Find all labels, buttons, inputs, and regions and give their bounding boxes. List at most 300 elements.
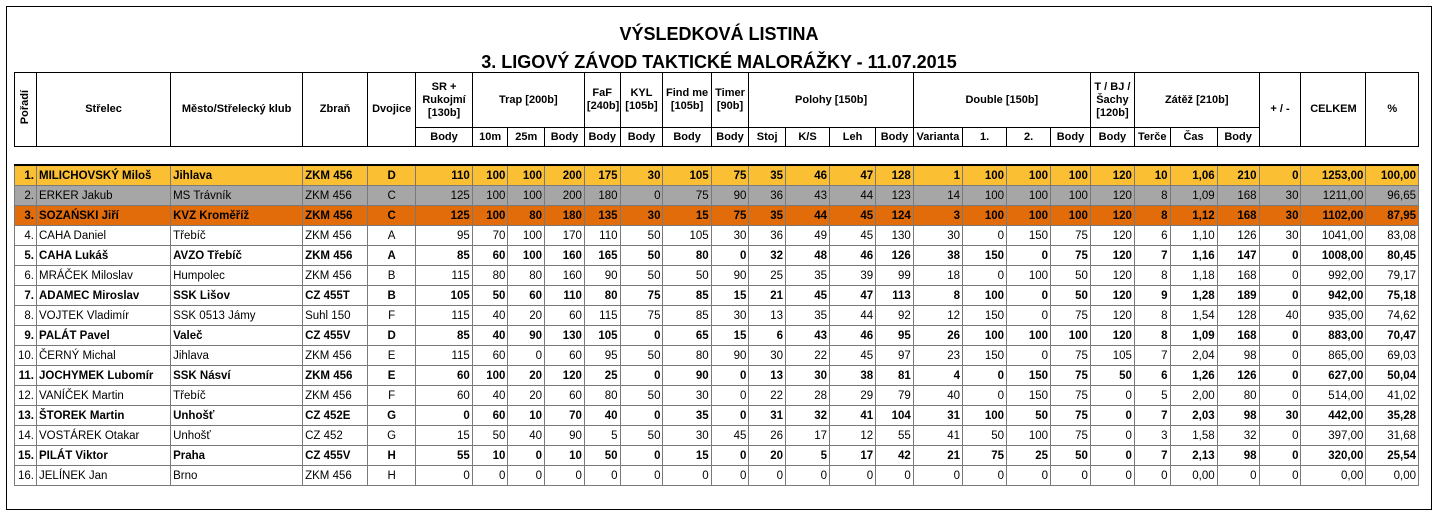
cell-pair: A bbox=[368, 226, 416, 246]
cell-weapon: ZKM 456 bbox=[303, 226, 368, 246]
cell-trap-10m: 40 bbox=[472, 326, 508, 346]
cell-double-varianta: 21 bbox=[913, 446, 962, 466]
cell-club: KVZ Kroměříž bbox=[171, 206, 303, 226]
cell-zatez-body: 126 bbox=[1217, 226, 1259, 246]
cell-celkem: 514,00 bbox=[1301, 386, 1366, 406]
col-klub: Město/Střelecký klub bbox=[171, 73, 303, 147]
cell-club: Jihlava bbox=[171, 346, 303, 366]
cell-trap-body: 110 bbox=[545, 286, 585, 306]
cell-polohy-leh: 29 bbox=[830, 386, 876, 406]
cell-trap-body: 10 bbox=[545, 446, 585, 466]
cell-faf: 180 bbox=[584, 186, 620, 206]
table-row bbox=[15, 446, 1419, 466]
cell-tbj: 50 bbox=[1090, 366, 1134, 386]
cell-pair: C bbox=[368, 186, 416, 206]
cell-zatez-terce: 7 bbox=[1134, 406, 1170, 426]
cell-double-varianta: 4 bbox=[913, 366, 962, 386]
cell-pct: 83,08 bbox=[1366, 226, 1419, 246]
cell-polohy-body: 81 bbox=[876, 366, 914, 386]
cell-faf: 165 bbox=[584, 246, 620, 266]
cell-pair: E bbox=[368, 366, 416, 386]
subheader-cell: Body bbox=[876, 128, 914, 147]
cell-double-body: 0 bbox=[1051, 466, 1091, 486]
cell-zatez-terce: 7 bbox=[1134, 446, 1170, 466]
col-strelec: Střelec bbox=[37, 73, 171, 147]
cell-zatez-cas: 2,13 bbox=[1170, 446, 1217, 466]
cell-weapon: ZKM 456 bbox=[303, 466, 368, 486]
cell-trap-10m: 40 bbox=[472, 306, 508, 326]
cell-double-1: 100 bbox=[963, 165, 1007, 186]
cell-trap-body: 120 bbox=[545, 366, 585, 386]
cell-trap-body: 200 bbox=[545, 186, 585, 206]
cell-weapon: CZ 452E bbox=[303, 406, 368, 426]
cell-polohy-leh: 45 bbox=[830, 226, 876, 246]
cell-club: Praha bbox=[171, 446, 303, 466]
cell-sr: 105 bbox=[416, 286, 473, 306]
subheader-cell: Body bbox=[1051, 128, 1091, 147]
col-timer: Timer [90b] bbox=[711, 73, 749, 128]
cell-zatez-cas: 1,26 bbox=[1170, 366, 1217, 386]
cell-findme: 90 bbox=[663, 366, 711, 386]
cell-timer: 45 bbox=[711, 426, 749, 446]
cell-double-2: 100 bbox=[1007, 266, 1051, 286]
subheader-cell: 25m bbox=[508, 128, 545, 147]
cell-tbj: 120 bbox=[1090, 266, 1134, 286]
col-double: Double [150b] bbox=[913, 73, 1090, 128]
cell-polohy-ks: 28 bbox=[786, 386, 830, 406]
cell-faf: 90 bbox=[584, 266, 620, 286]
cell-polohy-leh: 39 bbox=[830, 266, 876, 286]
cell-trap-10m: 60 bbox=[472, 246, 508, 266]
cell-zatez-body: 98 bbox=[1217, 406, 1259, 426]
cell-double-2: 150 bbox=[1007, 386, 1051, 406]
cell-trap-body: 70 bbox=[545, 406, 585, 426]
cell-polohy-ks: 48 bbox=[786, 246, 830, 266]
cell-zatez-cas: 1,54 bbox=[1170, 306, 1217, 326]
cell-zatez-cas: 1,12 bbox=[1170, 206, 1217, 226]
cell-trap-10m: 80 bbox=[472, 266, 508, 286]
cell-shooter: MILICHOVSKÝ Miloš bbox=[37, 165, 171, 186]
cell-double-varianta: 12 bbox=[913, 306, 962, 326]
cell-timer: 75 bbox=[711, 165, 749, 186]
cell-zatez-terce: 5 bbox=[1134, 386, 1170, 406]
cell-zatez-terce: 6 bbox=[1134, 226, 1170, 246]
sheet-title: VÝSLEDKOVÁ LISTINA bbox=[619, 24, 819, 44]
cell-celkem: 627,00 bbox=[1301, 366, 1366, 386]
cell-timer: 15 bbox=[711, 326, 749, 346]
cell-weapon: ZKM 456 bbox=[303, 186, 368, 206]
cell-timer: 75 bbox=[711, 206, 749, 226]
cell-pct: 69,03 bbox=[1366, 346, 1419, 366]
cell-zatez-terce: 9 bbox=[1134, 286, 1170, 306]
cell-polohy-body: 124 bbox=[876, 206, 914, 226]
cell-rank: 9. bbox=[15, 326, 37, 346]
cell-double-2: 0 bbox=[1007, 286, 1051, 306]
cell-zatez-body: 126 bbox=[1217, 366, 1259, 386]
cell-zatez-cas: 1,58 bbox=[1170, 426, 1217, 446]
cell-polohy-body: 55 bbox=[876, 426, 914, 446]
cell-kyl: 50 bbox=[620, 386, 663, 406]
cell-plusminus: 0 bbox=[1259, 466, 1301, 486]
cell-shooter: CAHA Lukáš bbox=[37, 246, 171, 266]
cell-pair: F bbox=[368, 306, 416, 326]
cell-tbj: 0 bbox=[1090, 426, 1134, 446]
table-row bbox=[15, 346, 1419, 366]
table-row bbox=[15, 406, 1419, 426]
cell-celkem: 442,00 bbox=[1301, 406, 1366, 426]
cell-kyl: 0 bbox=[620, 186, 663, 206]
cell-double-body: 75 bbox=[1051, 386, 1091, 406]
cell-tbj: 120 bbox=[1090, 306, 1134, 326]
cell-plusminus: 0 bbox=[1259, 446, 1301, 466]
cell-club: Humpolec bbox=[171, 266, 303, 286]
cell-trap-25m: 100 bbox=[508, 165, 545, 186]
cell-timer: 90 bbox=[711, 346, 749, 366]
cell-trap-body: 170 bbox=[545, 226, 585, 246]
cell-polohy-ks: 43 bbox=[786, 186, 830, 206]
cell-celkem: 1253,00 bbox=[1301, 165, 1366, 186]
cell-club: Valeč bbox=[171, 326, 303, 346]
cell-trap-body: 180 bbox=[545, 206, 585, 226]
cell-trap-10m: 40 bbox=[472, 386, 508, 406]
cell-zatez-terce: 8 bbox=[1134, 326, 1170, 346]
cell-polohy-leh: 46 bbox=[830, 246, 876, 266]
cell-pct: 74,62 bbox=[1366, 306, 1419, 326]
cell-polohy-leh: 38 bbox=[830, 366, 876, 386]
cell-polohy-body: 42 bbox=[876, 446, 914, 466]
cell-trap-body: 0 bbox=[545, 466, 585, 486]
cell-findme: 75 bbox=[663, 186, 711, 206]
cell-polohy-leh: 44 bbox=[830, 306, 876, 326]
cell-double-body: 75 bbox=[1051, 246, 1091, 266]
cell-polohy-ks: 45 bbox=[786, 286, 830, 306]
cell-pair: E bbox=[368, 346, 416, 366]
cell-timer: 0 bbox=[711, 246, 749, 266]
cell-zatez-body: 168 bbox=[1217, 186, 1259, 206]
cell-rank: 10. bbox=[15, 346, 37, 366]
cell-trap-10m: 0 bbox=[472, 466, 508, 486]
cell-zatez-terce: 7 bbox=[1134, 246, 1170, 266]
cell-double-varianta: 14 bbox=[913, 186, 962, 206]
cell-pct: 35,28 bbox=[1366, 406, 1419, 426]
cell-trap-10m: 70 bbox=[472, 226, 508, 246]
cell-club: Unhošť bbox=[171, 426, 303, 446]
cell-kyl: 30 bbox=[620, 165, 663, 186]
cell-polohy-leh: 0 bbox=[830, 466, 876, 486]
cell-pct: 0,00 bbox=[1366, 466, 1419, 486]
col-findme: Find me [105b] bbox=[663, 73, 711, 128]
cell-plusminus: 0 bbox=[1259, 165, 1301, 186]
table-header bbox=[15, 73, 1419, 147]
cell-plusminus: 0 bbox=[1259, 246, 1301, 266]
cell-timer: 0 bbox=[711, 406, 749, 426]
cell-sr: 115 bbox=[416, 266, 473, 286]
cell-zatez-body: 128 bbox=[1217, 306, 1259, 326]
cell-pair: B bbox=[368, 286, 416, 306]
cell-pct: 75,18 bbox=[1366, 286, 1419, 306]
cell-double-2: 0 bbox=[1007, 466, 1051, 486]
cell-double-body: 75 bbox=[1051, 406, 1091, 426]
cell-polohy-body: 130 bbox=[876, 226, 914, 246]
cell-zatez-cas: 0,00 bbox=[1170, 466, 1217, 486]
cell-shooter: ŠTOREK Martin bbox=[37, 406, 171, 426]
cell-polohy-leh: 41 bbox=[830, 406, 876, 426]
cell-weapon: ZKM 456 bbox=[303, 165, 368, 186]
cell-polohy-stoj: 13 bbox=[749, 306, 786, 326]
cell-trap-25m: 40 bbox=[508, 426, 545, 446]
cell-sr: 115 bbox=[416, 346, 473, 366]
cell-polohy-stoj: 25 bbox=[749, 266, 786, 286]
cell-shooter: PILÁT Viktor bbox=[37, 446, 171, 466]
cell-zatez-terce: 6 bbox=[1134, 366, 1170, 386]
col-kyl: KYL [105b] bbox=[620, 73, 663, 128]
col-zbran: Zbraň bbox=[303, 73, 368, 147]
cell-rank: 5. bbox=[15, 246, 37, 266]
cell-sr: 85 bbox=[416, 246, 473, 266]
cell-findme: 15 bbox=[663, 206, 711, 226]
cell-kyl: 0 bbox=[620, 366, 663, 386]
cell-pct: 80,45 bbox=[1366, 246, 1419, 266]
cell-double-1: 50 bbox=[963, 426, 1007, 446]
table-row bbox=[15, 366, 1419, 386]
cell-polohy-stoj: 26 bbox=[749, 426, 786, 446]
cell-sr: 15 bbox=[416, 426, 473, 446]
cell-polohy-ks: 17 bbox=[786, 426, 830, 446]
cell-pair: B bbox=[368, 266, 416, 286]
cell-trap-25m: 90 bbox=[508, 326, 545, 346]
cell-zatez-body: 189 bbox=[1217, 286, 1259, 306]
cell-celkem: 1008,00 bbox=[1301, 246, 1366, 266]
cell-findme: 50 bbox=[663, 266, 711, 286]
cell-double-body: 75 bbox=[1051, 306, 1091, 326]
cell-double-2: 150 bbox=[1007, 366, 1051, 386]
cell-trap-25m: 80 bbox=[508, 266, 545, 286]
cell-double-1: 100 bbox=[963, 286, 1007, 306]
cell-rank: 8. bbox=[15, 306, 37, 326]
col-tbj: T / BJ / Šachy [120b] bbox=[1090, 73, 1134, 128]
cell-weapon: CZ 455V bbox=[303, 446, 368, 466]
cell-trap-25m: 0 bbox=[508, 466, 545, 486]
cell-pair: G bbox=[368, 406, 416, 426]
cell-pct: 100,00 bbox=[1366, 165, 1419, 186]
cell-celkem: 992,00 bbox=[1301, 266, 1366, 286]
table-row bbox=[15, 286, 1419, 306]
subheader-cell: Body bbox=[711, 128, 749, 147]
cell-double-body: 50 bbox=[1051, 286, 1091, 306]
cell-weapon: CZ 452 bbox=[303, 426, 368, 446]
cell-double-body: 50 bbox=[1051, 266, 1091, 286]
cell-faf: 40 bbox=[584, 406, 620, 426]
cell-double-1: 75 bbox=[963, 446, 1007, 466]
subheader-cell: Body bbox=[620, 128, 663, 147]
cell-polohy-leh: 12 bbox=[830, 426, 876, 446]
cell-pair: D bbox=[368, 326, 416, 346]
cell-club: Jihlava bbox=[171, 165, 303, 186]
subheader-cell: Leh bbox=[830, 128, 876, 147]
cell-weapon: CZ 455T bbox=[303, 286, 368, 306]
cell-pct: 96,65 bbox=[1366, 186, 1419, 206]
cell-kyl: 0 bbox=[620, 406, 663, 426]
cell-pct: 31,68 bbox=[1366, 426, 1419, 446]
cell-celkem: 1102,00 bbox=[1301, 206, 1366, 226]
col-pct: % bbox=[1366, 73, 1419, 147]
cell-celkem: 865,00 bbox=[1301, 346, 1366, 366]
cell-double-2: 0 bbox=[1007, 246, 1051, 266]
cell-pair: H bbox=[368, 466, 416, 486]
cell-trap-25m: 20 bbox=[508, 306, 545, 326]
cell-kyl: 50 bbox=[620, 266, 663, 286]
cell-polohy-ks: 43 bbox=[786, 326, 830, 346]
cell-trap-25m: 100 bbox=[508, 226, 545, 246]
subheader-cell: Stoj bbox=[749, 128, 786, 147]
cell-rank: 11. bbox=[15, 366, 37, 386]
cell-polohy-leh: 45 bbox=[830, 346, 876, 366]
cell-double-1: 0 bbox=[963, 386, 1007, 406]
subheader-cell: Body bbox=[545, 128, 585, 147]
cell-trap-body: 130 bbox=[545, 326, 585, 346]
col-faf: FaF [240b] bbox=[584, 73, 620, 128]
cell-double-1: 100 bbox=[963, 326, 1007, 346]
cell-double-varianta: 0 bbox=[913, 466, 962, 486]
cell-sr: 95 bbox=[416, 226, 473, 246]
cell-timer: 15 bbox=[711, 286, 749, 306]
cell-trap-25m: 10 bbox=[508, 406, 545, 426]
subheader-cell: 10m bbox=[472, 128, 508, 147]
subheader-cell: Body bbox=[416, 128, 473, 147]
cell-double-2: 100 bbox=[1007, 206, 1051, 226]
cell-zatez-terce: 8 bbox=[1134, 266, 1170, 286]
cell-zatez-body: 168 bbox=[1217, 206, 1259, 226]
cell-double-1: 100 bbox=[963, 406, 1007, 426]
cell-kyl: 0 bbox=[620, 466, 663, 486]
cell-findme: 105 bbox=[663, 165, 711, 186]
subheader-cell: 2. bbox=[1007, 128, 1051, 147]
cell-kyl: 50 bbox=[620, 346, 663, 366]
cell-club: SSK Násví bbox=[171, 366, 303, 386]
cell-tbj: 0 bbox=[1090, 406, 1134, 426]
cell-double-2: 0 bbox=[1007, 306, 1051, 326]
cell-zatez-body: 98 bbox=[1217, 446, 1259, 466]
cell-shooter: ADAMEC Miroslav bbox=[37, 286, 171, 306]
cell-polohy-ks: 32 bbox=[786, 406, 830, 426]
cell-faf: 115 bbox=[584, 306, 620, 326]
cell-pct: 79,17 bbox=[1366, 266, 1419, 286]
cell-timer: 0 bbox=[711, 366, 749, 386]
table-row bbox=[15, 306, 1419, 326]
cell-double-varianta: 1 bbox=[913, 165, 962, 186]
cell-timer: 0 bbox=[711, 466, 749, 486]
cell-sr: 110 bbox=[416, 165, 473, 186]
cell-polohy-stoj: 36 bbox=[749, 226, 786, 246]
cell-trap-25m: 80 bbox=[508, 206, 545, 226]
cell-rank: 16. bbox=[15, 466, 37, 486]
cell-faf: 175 bbox=[584, 165, 620, 186]
cell-polohy-ks: 22 bbox=[786, 346, 830, 366]
subheader-cell: K/S bbox=[786, 128, 830, 147]
cell-faf: 50 bbox=[584, 446, 620, 466]
cell-double-1: 100 bbox=[963, 186, 1007, 206]
cell-weapon: CZ 455V bbox=[303, 326, 368, 346]
cell-zatez-terce: 10 bbox=[1134, 165, 1170, 186]
cell-pair: A bbox=[368, 246, 416, 266]
cell-kyl: 75 bbox=[620, 306, 663, 326]
cell-polohy-body: 97 bbox=[876, 346, 914, 366]
cell-double-1: 0 bbox=[963, 466, 1007, 486]
col-trap: Trap [200b] bbox=[472, 73, 584, 128]
cell-plusminus: 30 bbox=[1259, 206, 1301, 226]
cell-shooter: VOSTÁREK Otakar bbox=[37, 426, 171, 446]
cell-tbj: 0 bbox=[1090, 386, 1134, 406]
cell-polohy-stoj: 36 bbox=[749, 186, 786, 206]
cell-zatez-body: 98 bbox=[1217, 346, 1259, 366]
cell-double-varianta: 31 bbox=[913, 406, 962, 426]
cell-plusminus: 0 bbox=[1259, 426, 1301, 446]
cell-double-body: 100 bbox=[1051, 165, 1091, 186]
cell-zatez-body: 210 bbox=[1217, 165, 1259, 186]
cell-tbj: 105 bbox=[1090, 346, 1134, 366]
cell-celkem: 0,00 bbox=[1301, 466, 1366, 486]
cell-plusminus: 30 bbox=[1259, 226, 1301, 246]
cell-club: SSK 0513 Jámy bbox=[171, 306, 303, 326]
subheader-cell: Body bbox=[1090, 128, 1134, 147]
cell-faf: 5 bbox=[584, 426, 620, 446]
cell-double-1: 150 bbox=[963, 246, 1007, 266]
cell-zatez-terce: 8 bbox=[1134, 306, 1170, 326]
cell-tbj: 120 bbox=[1090, 165, 1134, 186]
cell-plusminus: 0 bbox=[1259, 266, 1301, 286]
cell-zatez-cas: 1,28 bbox=[1170, 286, 1217, 306]
cell-sr: 0 bbox=[416, 406, 473, 426]
cell-trap-10m: 60 bbox=[472, 406, 508, 426]
cell-double-body: 100 bbox=[1051, 326, 1091, 346]
cell-double-body: 75 bbox=[1051, 226, 1091, 246]
cell-plusminus: 0 bbox=[1259, 286, 1301, 306]
cell-polohy-stoj: 31 bbox=[749, 406, 786, 426]
cell-sr: 0 bbox=[416, 466, 473, 486]
cell-double-varianta: 26 bbox=[913, 326, 962, 346]
cell-celkem: 397,00 bbox=[1301, 426, 1366, 446]
cell-double-2: 100 bbox=[1007, 426, 1051, 446]
cell-plusminus: 0 bbox=[1259, 346, 1301, 366]
cell-shooter: PALÁT Pavel bbox=[37, 326, 171, 346]
cell-shooter: VANÍČEK Martin bbox=[37, 386, 171, 406]
cell-pair: D bbox=[368, 165, 416, 186]
cell-zatez-cas: 1,06 bbox=[1170, 165, 1217, 186]
cell-club: AVZO Třebíč bbox=[171, 246, 303, 266]
cell-zatez-cas: 1,16 bbox=[1170, 246, 1217, 266]
cell-shooter: JELÍNEK Jan bbox=[37, 466, 171, 486]
cell-sr: 60 bbox=[416, 386, 473, 406]
subheader-cell: 1. bbox=[963, 128, 1007, 147]
cell-kyl: 30 bbox=[620, 206, 663, 226]
cell-polohy-leh: 17 bbox=[830, 446, 876, 466]
cell-double-varianta: 41 bbox=[913, 426, 962, 446]
cell-club: SSK Lišov bbox=[171, 286, 303, 306]
cell-shooter: ČERNÝ Michal bbox=[37, 346, 171, 366]
cell-sr: 85 bbox=[416, 326, 473, 346]
cell-double-body: 75 bbox=[1051, 426, 1091, 446]
table-row bbox=[15, 206, 1419, 226]
cell-kyl: 50 bbox=[620, 226, 663, 246]
cell-faf: 0 bbox=[584, 466, 620, 486]
cell-zatez-cas: 1,10 bbox=[1170, 226, 1217, 246]
cell-faf: 105 bbox=[584, 326, 620, 346]
cell-tbj: 0 bbox=[1090, 446, 1134, 466]
cell-pct: 70,47 bbox=[1366, 326, 1419, 346]
cell-plusminus: 30 bbox=[1259, 186, 1301, 206]
cell-kyl: 0 bbox=[620, 446, 663, 466]
cell-polohy-body: 92 bbox=[876, 306, 914, 326]
